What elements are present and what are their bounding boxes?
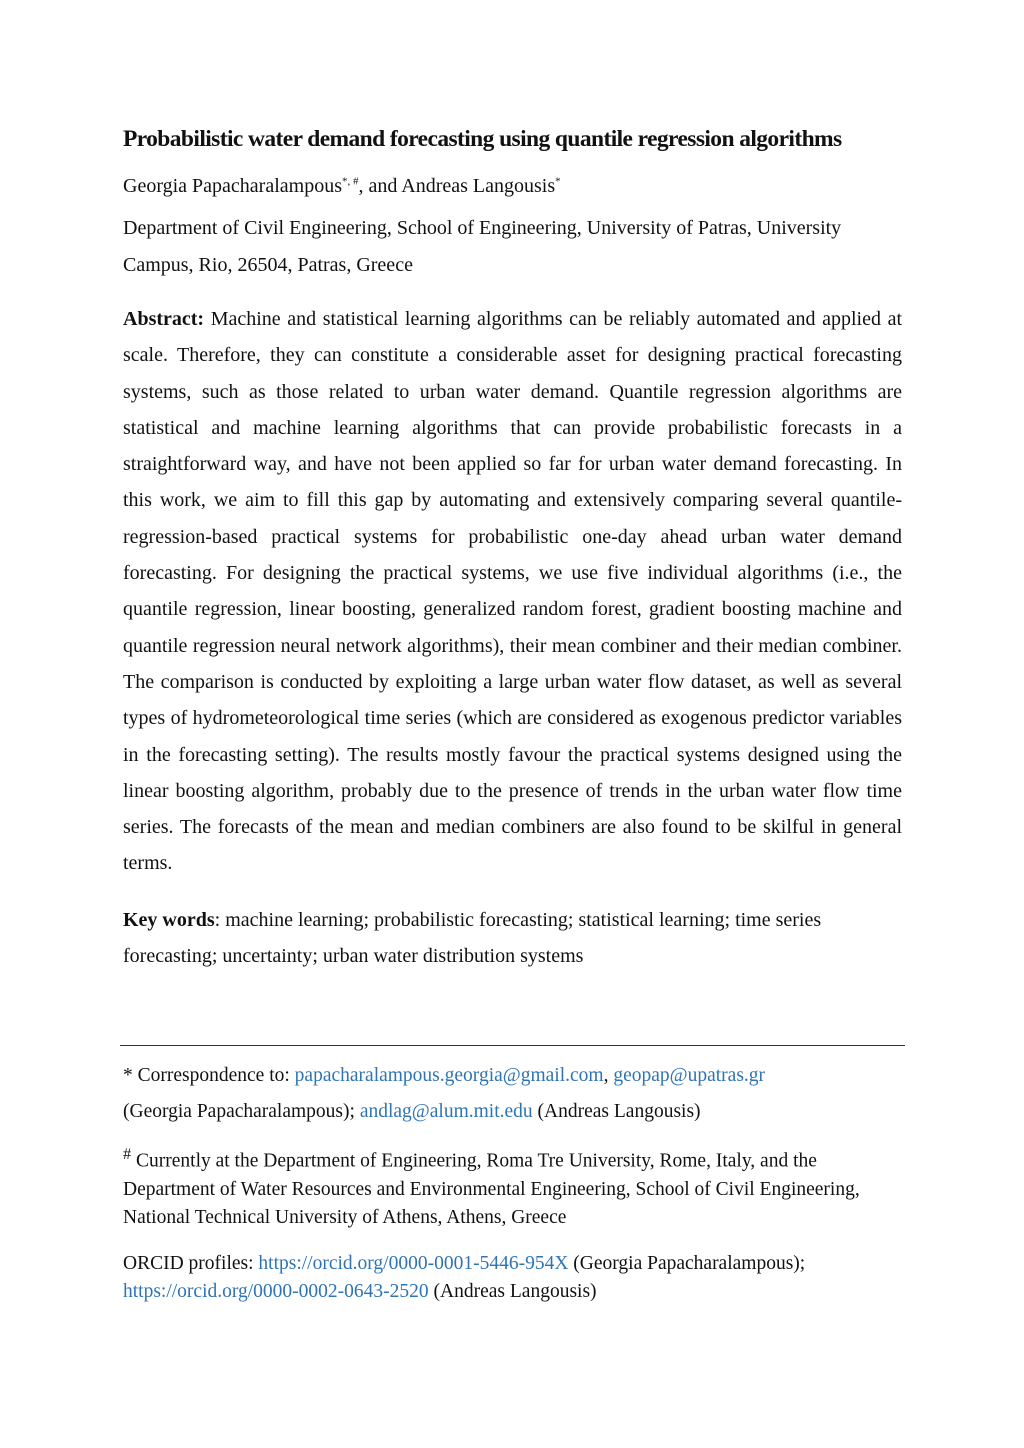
author-name: Georgia Papacharalampous [123,175,342,197]
paper-title: Probabilistic water demand forecasting using quantile regression algorithms [123,126,842,152]
keywords-label: Key words [123,908,215,931]
correspondence-label: * Correspondence to: [123,1065,295,1086]
orcid-link[interactable]: https://orcid.org/0000-0002-0643-2520 [123,1280,429,1302]
correspondence-name: (Georgia Papacharalampous); [123,1101,360,1122]
correspondence-note [123,1058,913,1130]
abstract-text: Machine and statistical learning algorithms can be reliably automated and applied at scale. Therefore, they can constitute a considerable asset for designing practical forecasting systems, such as those related to urban water demand. Quantile regression algorithms are statistical and machine learning algorithms that can provide probabilistic forecasts in a straightforward way, and have not been applied so far for urban water demand forecasting. In this work, we aim to fill this gap by automating and extensively comparing several quantile-regression-based practical systems for probabilistic one-day ahead urban water demand forecasting. For designing the practical systems, we use five individual algorithms (i.e., the quantile regression, linear boosting, generalized random forest, gradient boosting machine and quantile regression neural network algorithms), their mean combiner and their median combiner. The comparison is conducted by exploiting a large urban water flow dataset, as well as several types of hydrometeorological time series (which are considered as exogenous predictor variables in the forecasting setting). The results mostly favour the practical systems designed using the linear boosting algorithm, probably due to the presence of trends in the urban water flow time series. The forecasts of the mean and median combiners are also found to be skilful in general terms. [123,308,903,875]
orcid-link[interactable]: https://orcid.org/0000-0001-5446-954X [258,1252,569,1274]
abstract-label: Abstract: [123,308,205,330]
separator: , [603,1065,614,1086]
orcid-note [123,1250,913,1306]
email-link[interactable]: andlag@alum.mit.edu [359,1101,533,1122]
current-affiliation-text: Currently at the Department of Engineering, Roma Tre University, Rome, Italy, and the Department of Water Resources and Environmental Engineering, School of Civil Engineering, National Technical University of Athens, Athens, Greece [123,1150,860,1228]
keywords [123,902,902,975]
current-affiliation-note [123,1140,913,1232]
affiliation: Department of Civil Engineering, School of Engineering, University of Patras, University Campus, Rio, 26504, Patras, Greece [123,217,842,276]
orcid-name: (Georgia Papacharalampous); [568,1252,806,1274]
email-link[interactable]: geopap@upatras.gr [613,1065,766,1086]
correspondence-name: (Andreas Langousis) [532,1101,701,1122]
orcid-label: ORCID profiles: [123,1252,259,1274]
orcid-name: (Andreas Langousis) [428,1280,597,1302]
author-affiliation-marks: * [555,175,561,188]
email-link[interactable]: papacharalampous.georgia@gmail.com [294,1065,604,1086]
author-affiliation-marks: *, # [342,175,359,188]
authors-line [123,175,902,198]
author-joiner: , and [358,175,402,197]
footnotes [123,1058,913,1306]
paper-page [123,126,902,1000]
footnote-mark: # [123,1145,132,1163]
author-name: Andreas Langousis [401,175,556,197]
footnote-divider [120,1045,905,1046]
abstract [123,301,902,882]
keywords-text: : machine learning; probabilistic forecasting; statistical learning; time series forecasting; uncertainty; urban water distribution systems [123,908,822,968]
